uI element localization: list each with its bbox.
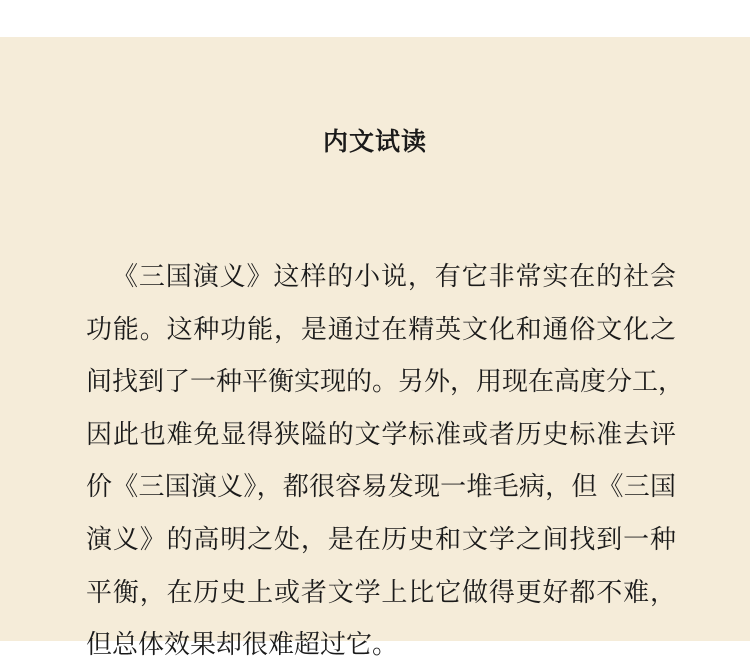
paragraph-line: 但总体效果却很难超过它。 [86,630,399,661]
paragraph-line: 因此也难免显得狭隘的文学标准或者历史标准去评 [86,419,676,450]
paragraph-line: 平衡，在历史上或者文学上比它做得更好都不难， [86,577,676,608]
paragraph-line: 价《三国演义》，都很容易发现一堆毛病，但《三国 [86,472,676,503]
excerpt-paragraph [86,251,685,672]
paragraph-line: 《三国演义》这样的小说，有它非常实在的社会 [112,262,676,292]
paragraph-line: 演义》的高明之处，是在历史和文学之间找到一种 [86,524,676,555]
paragraph-line: 间找到了一种平衡实现的。另外，用现在高度分工， [86,367,685,398]
paragraph-line: 功能。这种功能，是通过在精英文化和通俗文化之 [86,314,676,345]
book-page [0,37,750,661]
section-title: 内文试读 [322,127,427,156]
